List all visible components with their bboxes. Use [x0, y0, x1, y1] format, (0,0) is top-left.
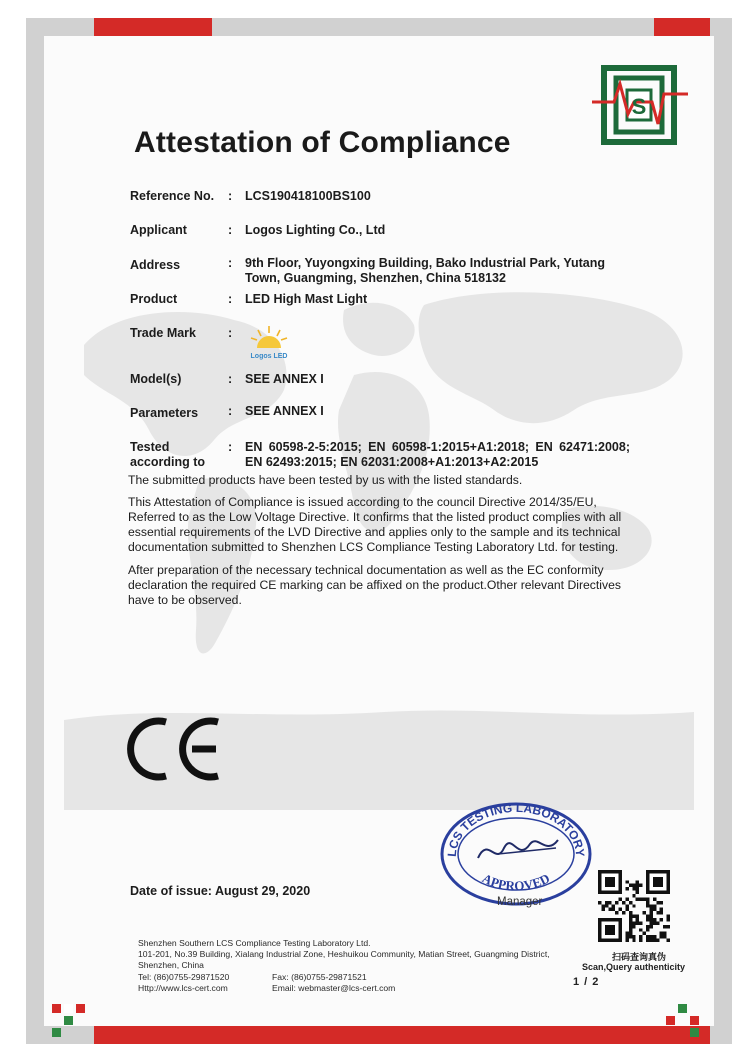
bottom-red-bar [94, 1026, 710, 1044]
parameters-value: SEE ANNEX I [245, 404, 324, 418]
footer-fax: Fax: (86)0755-29871521 [272, 971, 367, 982]
top-right-red-bar [654, 18, 710, 36]
qr-caption-chinese: 扫码查询真伪 [612, 952, 667, 962]
qr-caption-english: Scan,Query authenticity [582, 962, 686, 972]
field-label: Product [130, 292, 178, 306]
footer-email-link[interactable]: Email: webmaster@lcs-cert.com [272, 982, 396, 993]
field-label-line1: Tested [130, 440, 170, 454]
field-colon: : [228, 256, 233, 270]
footer-tel: Tel: (86)0755-29871520 [138, 971, 230, 982]
field-colon: : [228, 404, 233, 418]
footer-web-link[interactable]: Http://www.lcs-cert.com [138, 982, 228, 993]
footer-contact [138, 938, 550, 994]
field-label [130, 440, 225, 470]
applicant-value: Logos Lighting Co., Ltd [245, 223, 386, 237]
page-number: 1 / 2 [573, 976, 600, 988]
qr-code-icon[interactable] [598, 870, 670, 942]
field-label: Address [130, 258, 181, 272]
footer-address-line2: Shenzhen, China [138, 960, 204, 971]
lcs-logo-icon [592, 64, 692, 148]
stamp-bottom-text: APPROVED [479, 870, 553, 894]
paragraph-directive: This Attestation of Compliance is issued according to the council Directive 2014/35/EU, Referred to as the Low Voltage Directive. It confirms that the listed product complies with all essential requirements of the LVD Directive and applies only to the sample and its technical documentation submitted to Shenzhen LCS Compliance Testing Laboratory Ltd. for testing. [128, 495, 622, 554]
field-colon: : [228, 440, 233, 454]
field-label: Parameters [130, 406, 199, 420]
logo-letter: S [631, 94, 647, 119]
date-of-issue: Date of issue: August 29, 2020 [130, 884, 311, 898]
field-colon: : [228, 223, 233, 237]
field-label-line2: according to [130, 455, 206, 469]
paragraph-ce-marking: After preparation of the necessary technical documentation as well as the EC conformity declaration the required CE marking can be affixed on the product.Other relevant Directives have to be observed. [128, 563, 621, 607]
manager-label: Manager [497, 896, 543, 908]
field-colon: : [228, 189, 233, 203]
field-label: Reference No. [130, 189, 215, 203]
approved-stamp-icon [438, 796, 594, 908]
field-colon: : [228, 326, 233, 340]
field-colon: : [228, 372, 233, 386]
page-title: Attestation of Compliance [134, 126, 511, 159]
ce-mark-icon [126, 714, 226, 784]
footer-address-line1: 101-201, No.39 Building, Xialang Industrial Zone, Heshuikou Community, Matian Street, Guangming District, [138, 949, 550, 960]
product-value: LED High Mast Light [245, 292, 368, 306]
footer-company: Shenzhen Southern LCS Compliance Testing Laboratory Ltd. [138, 938, 371, 948]
stamp-top-text: LCS TESTING LABORATORY [444, 800, 588, 858]
field-label: Trade Mark [130, 326, 197, 340]
top-red-bar [94, 18, 212, 36]
field-colon: : [228, 292, 233, 306]
models-value: SEE ANNEX I [245, 372, 324, 386]
paragraph-tested: The submitted products have been tested by us with the listed standards. [128, 473, 523, 487]
address-value: 9th Floor, Yuyongxing Building, Bako Industrial Park, Yutang Town, Guangming, Shenzhen, China 518132 [245, 256, 606, 285]
standards-value: EN 60598-2-5:2015; EN 60598-1:2015+A1:2018; EN 62471:2008; EN 62493:2015; EN 62031:2008+A1:2013+A2:2015 [245, 440, 630, 469]
reference-value: LCS190418100BS100 [245, 189, 371, 203]
trade-mark-logo-text: Logos LED [250, 353, 288, 360]
trade-mark-logo-icon [246, 324, 292, 362]
field-label: Applicant [130, 223, 187, 237]
field-label: Model(s) [130, 372, 182, 386]
